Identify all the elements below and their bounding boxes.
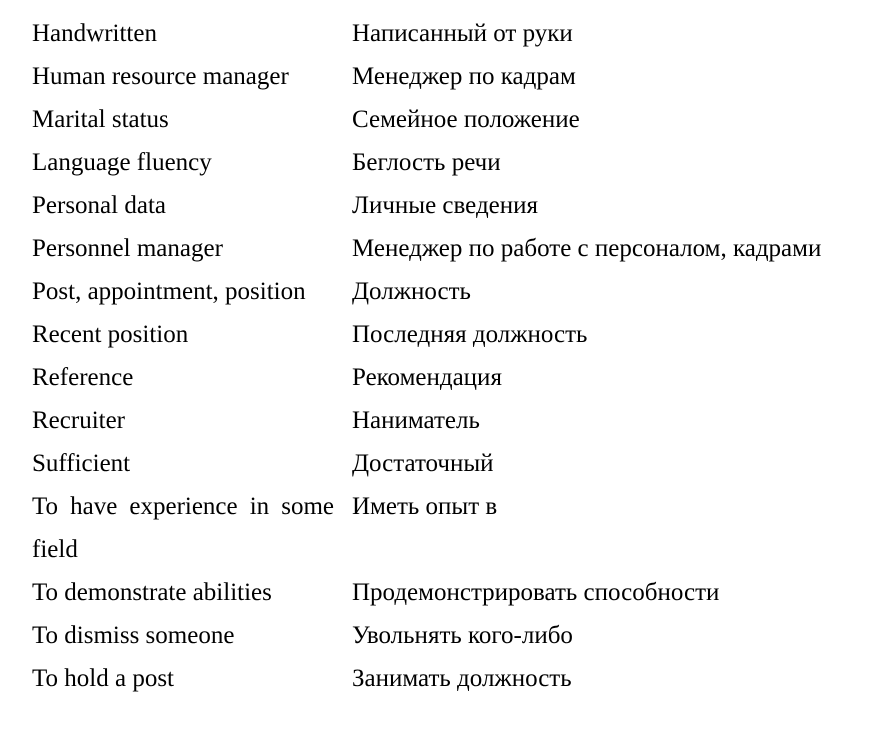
russian-translation: Достаточный [352,450,494,477]
russian-translation: Менеджер по кадрам [352,63,576,90]
russian-translation: Личные сведения [352,192,539,219]
vocab-row [32,227,876,270]
russian-translation: Иметь опыт в [352,493,498,520]
english-term: Handwritten [32,20,157,47]
english-term: Recruiter [32,407,126,434]
russian-translation: Беглость речи [352,149,501,176]
russian-translation: Увольнять кого-либо [352,622,573,649]
english-term: Language fluency [32,149,212,176]
english-term: Human resource manager [32,63,289,90]
english-term: To demonstrate abilities [32,579,272,606]
russian-translation: Менеджер по работе с персоналом, кадрами [352,235,822,262]
vocab-row [32,141,876,184]
russian-translation: Написанный от руки [352,20,573,47]
vocab-row [32,442,876,485]
english-term: Marital status [32,106,169,133]
vocab-row [32,614,876,657]
vocabulary-list [32,12,876,700]
vocab-row [32,356,876,399]
russian-translation: Последняя должность [352,321,588,348]
english-term: Sufficient [32,450,131,477]
russian-translation: Семейное положение [352,106,580,133]
vocab-row [32,270,876,313]
vocab-row [32,55,876,98]
english-term: To have experience in some field [32,493,334,563]
russian-translation: Рекомендация [352,364,502,391]
russian-translation: Продемонстрировать способности [352,579,720,606]
english-term: Personal data [32,192,166,219]
vocab-row [32,399,876,442]
english-term: Post, appointment, position [32,278,306,305]
english-term: Personnel manager [32,235,223,262]
vocab-row [32,313,876,356]
russian-translation: Должность [352,278,471,305]
vocab-row [32,98,876,141]
vocab-row [32,12,876,55]
vocab-row [32,571,876,614]
vocab-row [32,485,876,571]
english-term: Reference [32,364,134,391]
english-term: To hold a post [32,665,174,692]
russian-translation: Наниматель [352,407,480,434]
vocab-row [32,184,876,227]
english-term: To dismiss someone [32,622,235,649]
english-term: Recent position [32,321,189,348]
vocab-row [32,657,876,700]
russian-translation: Занимать должность [352,665,572,692]
